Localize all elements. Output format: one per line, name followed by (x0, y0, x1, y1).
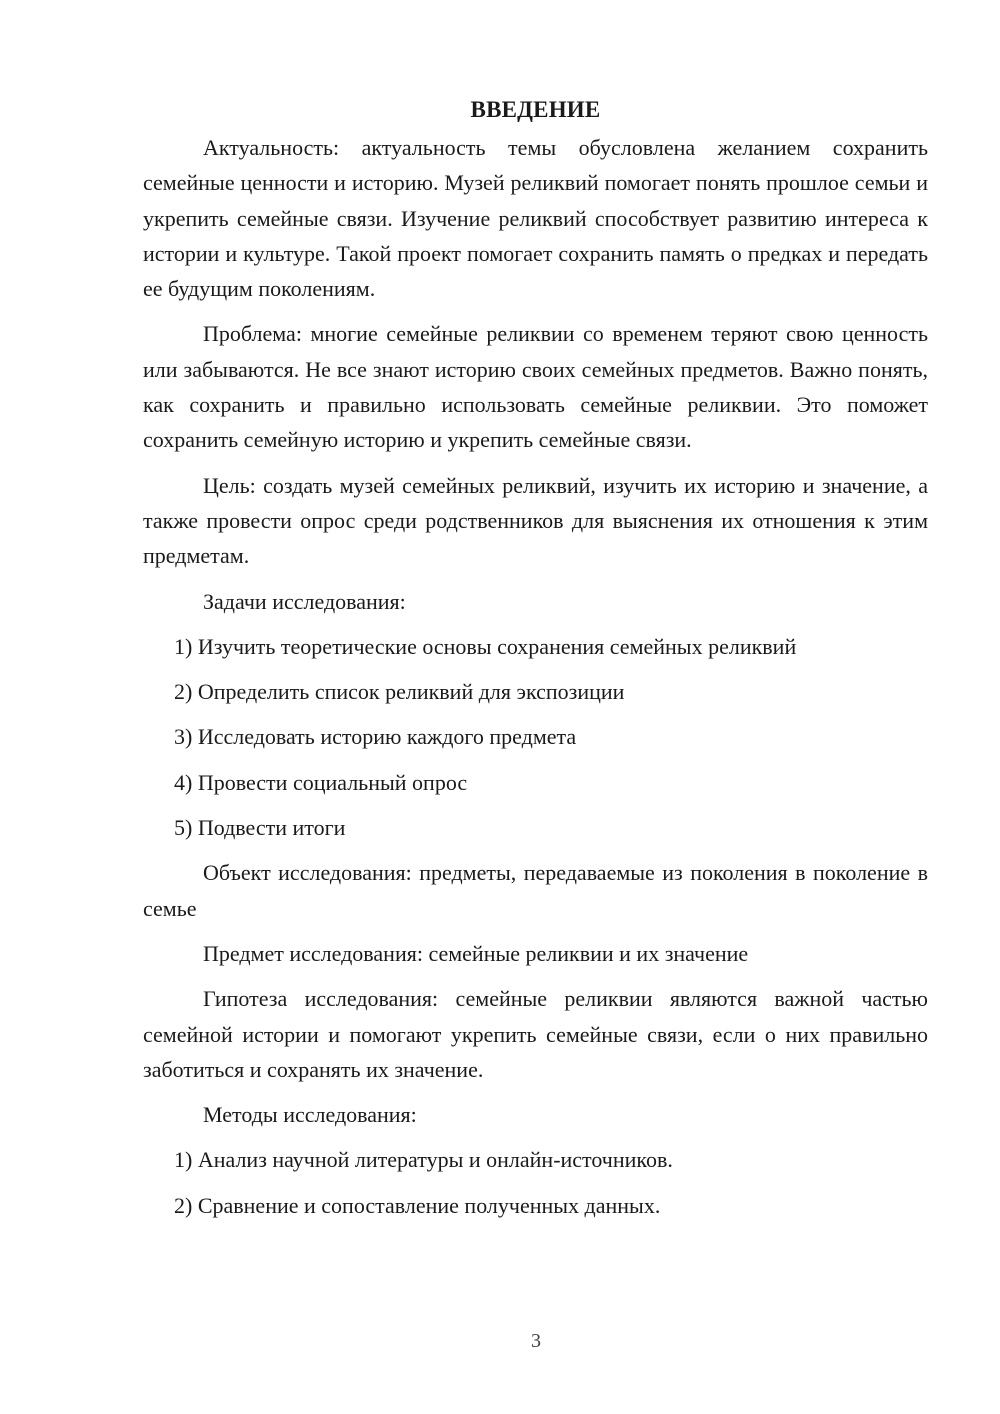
tasks-list (143, 629, 928, 845)
section-title: ВВЕДЕНИЕ (470, 97, 601, 122)
page-number: 3 (531, 1330, 541, 1352)
methods-list (143, 1142, 928, 1223)
task-item: 3) Исследовать историю каждого предмета (174, 724, 577, 750)
problem-paragraph: Проблема: многие семейные реликвии со временем теряют свою ценность или забываются. Не все знают историю своих семейных предметов. Важно понять, как сохранить и правильно использовать семейные реликвии. Это поможет сохранить семейную историю и укрепить семейные связи. (143, 321, 928, 453)
hypothesis-paragraph: Гипотеза исследования: семейные реликвии являются важной частью семейной истории и помогают укрепить семейные связи, если о них правильно заботиться и сохранять их значение. (143, 986, 928, 1082)
task-item: 5) Подвести итоги (174, 815, 346, 841)
object-paragraph: Объект исследования: предметы, передаваемые из поколения в поколение в семье (143, 860, 928, 921)
task-item: 2) Определить список реликвий для экспозиции (174, 679, 625, 705)
document-page (143, 92, 928, 1233)
method-item: 2) Сравнение и сопоставление полученных данных. (174, 1192, 661, 1218)
methods-heading: Методы исследования: (203, 1102, 417, 1128)
subject-paragraph: Предмет исследования: семейные реликвии и их значение (203, 940, 749, 966)
goal-paragraph: Цель: создать музей семейных реликвий, изучить их историю и значение, а также провести опрос среди родственников для выяснения их отношения к этим предметам. (143, 472, 928, 569)
relevance-paragraph: Актуальность: актуальность темы обусловлена желанием сохранить семейные ценности и историю. Музей реликвий помогает понять прошлое семьи и укрепить семейные связи. Изучение реликвий способствует развитию интереса к истории и культуре. Такой проект помогает сохранить память о предках и передать ее будущим поколениям. (143, 135, 928, 302)
task-item: 4) Провести социальный опрос (174, 769, 468, 795)
task-item: 1) Изучить теоретические основы сохранения семейных реликвий (174, 633, 797, 659)
tasks-heading: Задачи исследования: (203, 588, 406, 614)
method-item: 1) Анализ научной литературы и онлайн-источников. (174, 1147, 673, 1173)
